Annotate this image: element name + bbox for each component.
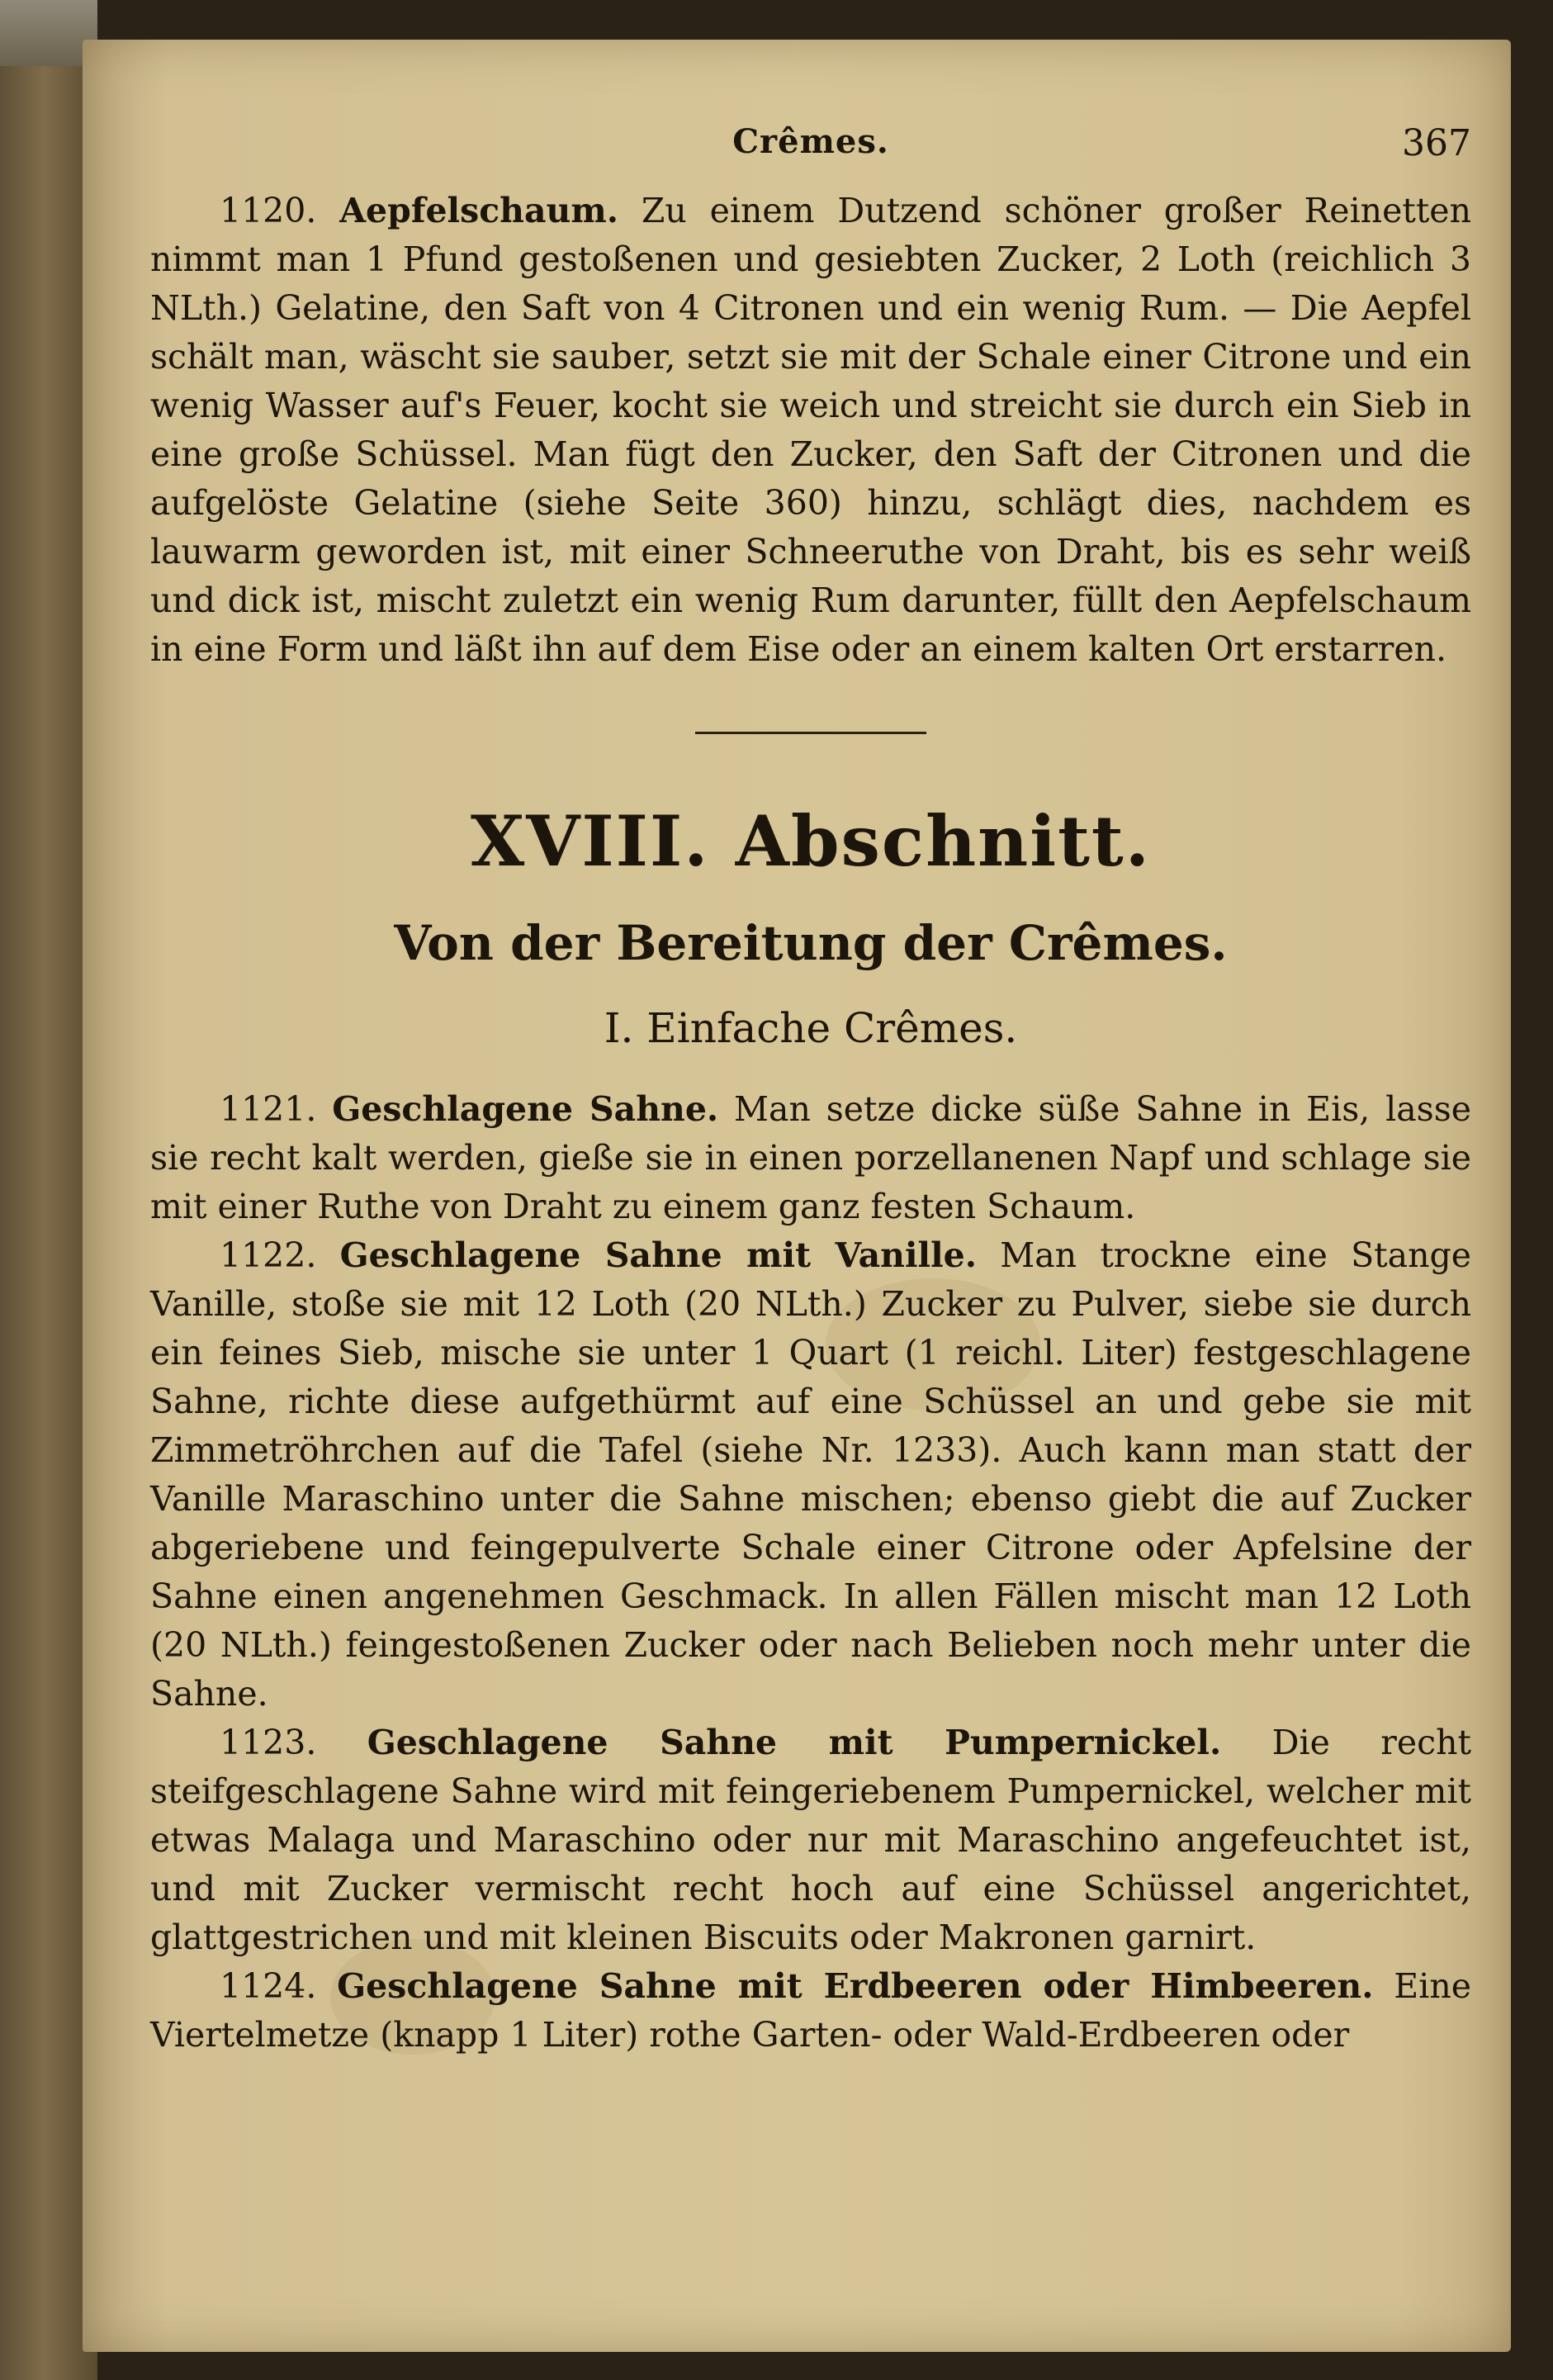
recipe-text: Zu einem Dutzend schöner großer Reinetten nimmt man 1 Pfund gestoßenen und gesiebten Zucker, 2 Loth (reichlich 3 NLth.) Gelatine, den Saft von 4 Citronen und ein wenig Rum. — Die Aepfel schält man, wäscht sie sauber, setzt sie mit der Schale einer Citrone und ein wenig Wasser auf's Feuer, kocht sie weich und streicht sie durch ein Sieb in eine große Schüssel. Man fügt den Zucker, den Saft der Citronen und die aufgelöste Gelatine (siehe Seite 360) hinzu, schlägt dies, nachdem es lauwarm geworden ist, mit einer Schneeruthe von Draht, bis es sehr weiß und dick ist, mischt zuletzt ein wenig Rum darunter, füllt den Aepfelschaum in eine Form und läßt ihn auf dem Eise oder an einem kalten Ort erstarren.: [150, 191, 1471, 669]
recipe-1120: [150, 187, 1471, 674]
recipe-1123: [150, 1719, 1471, 1962]
page: [83, 40, 1511, 2352]
recipe-number: 1121.: [220, 1089, 317, 1129]
page-text: [150, 122, 1471, 2060]
section-divider: [695, 732, 926, 734]
chapter-subtitle: Von der Bereitung der Crêmes.: [394, 915, 1228, 971]
recipe-title: Geschlagene Sahne.: [332, 1089, 719, 1129]
running-title: Crêmes.: [732, 122, 889, 161]
recipe-text: Man trockne eine Stange Vanille, stoße sie mit 12 Loth (20 NLth.) Zucker zu Pulver, siebe sie durch ein feines Sieb, mische sie unter 1 Quart (1 reichl. Liter) festgeschlagene Sahne, richte diese aufgethürmt auf eine Schüssel an und gebe sie mit Zimmetröhrchen auf die Tafel (siehe Nr. 1233). Auch kann man statt der Vanille Maraschino unter die Sahne mischen; ebenso giebt die auf Zucker abgeriebene und feingepulverte Schale einer Citrone oder Apfelsine der Sahne einen angenehmen Geschmack. In allen Fällen mischt man 12 Loth (20 NLth.) feingestoßenen Zucker oder nach Belieben noch mehr unter die Sahne.: [150, 1235, 1471, 1714]
recipe-title: Aepfelschaum.: [339, 191, 618, 230]
recipe-text: Die recht steifgeschlagene Sahne wird mit feingeriebenem Pumpernickel, welcher mit etwas Malaga und Maraschino oder nur mit Maraschino angefeuchtet ist, und mit Zucker vermischt recht hoch auf eine Schüssel angerichtet, glattgestrichen und mit kleinen Biscuits oder Makronen garnirt.: [150, 1723, 1471, 1957]
section-heading: I. Einfache Crêmes.: [604, 1004, 1018, 1052]
recipe-title: Geschlagene Sahne mit Erdbeeren oder Himbeeren.: [337, 1966, 1374, 2006]
recipe-title: Geschlagene Sahne mit Vanille.: [339, 1235, 978, 1275]
recipe-number: 1122.: [220, 1235, 317, 1275]
recipe-number: 1123.: [220, 1723, 317, 1762]
page-number: 367: [1402, 122, 1471, 164]
recipe-number: 1120.: [220, 191, 317, 230]
recipe-text: Eine Viertelmetze (knapp 1 Liter) rothe Garten- oder Wald-Erdbeeren oder: [150, 1966, 1471, 2055]
page-header: [150, 122, 1471, 180]
recipe-1124: [150, 1962, 1471, 2060]
recipe-1121: [150, 1085, 1471, 1231]
recipe-1122: [150, 1231, 1471, 1719]
recipe-title: Geschlagene Sahne mit Pumpernickel.: [367, 1723, 1222, 1762]
chapter-title: XVIII. Abschnitt.: [471, 800, 1151, 882]
recipe-text: Man setze dicke süße Sahne in Eis, lasse sie recht kalt werden, gieße sie in einen porzellanenen Napf und schlage sie mit einer Ruthe von Draht zu einem ganz festen Schaum.: [150, 1089, 1472, 1226]
recipe-number: 1124.: [220, 1966, 317, 2006]
